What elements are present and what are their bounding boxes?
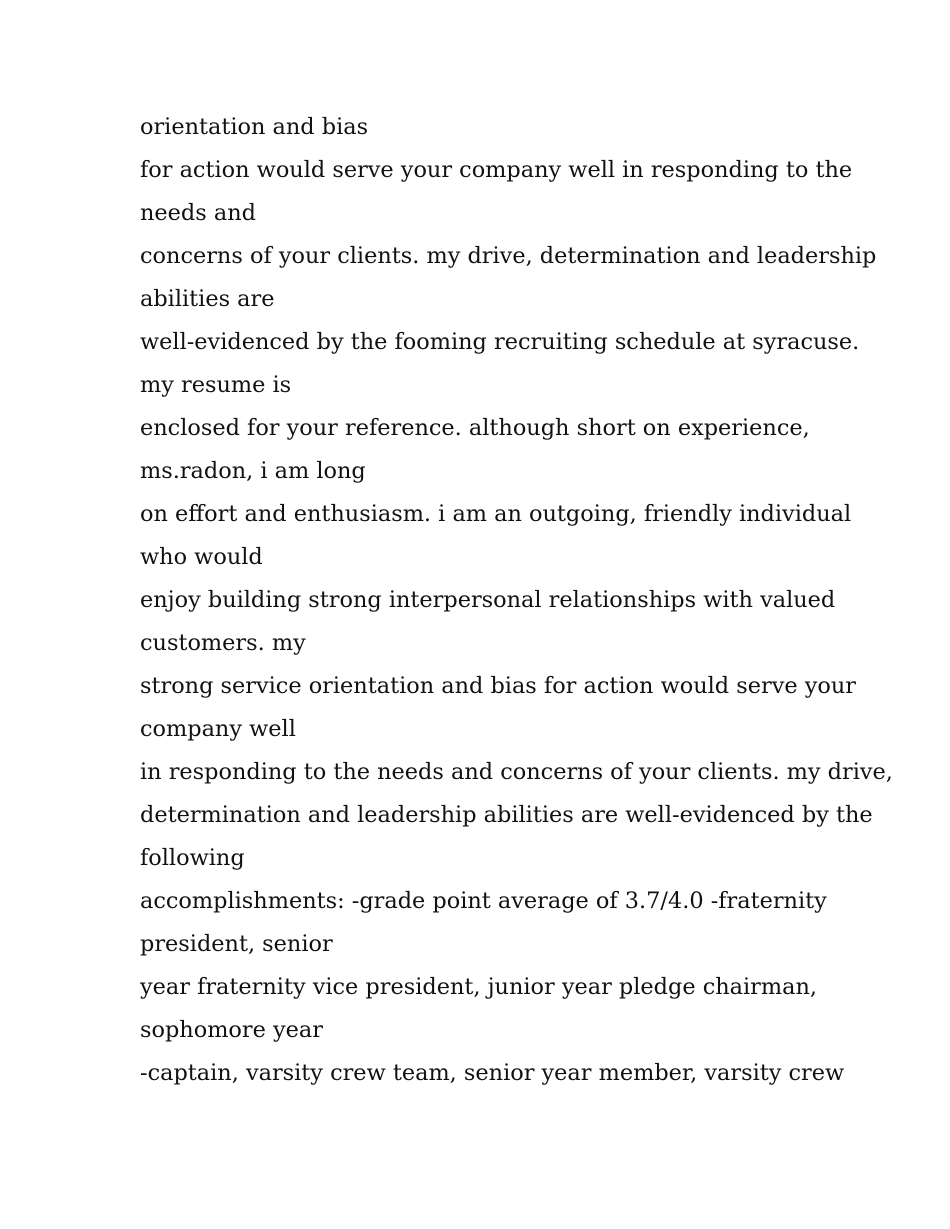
text-line: concerns of your clients. my drive, determination and leadership: [140, 243, 877, 269]
text-line: sophomore year: [140, 1017, 323, 1043]
text-line: -captain, varsity crew team, senior year member, varsity crew: [140, 1060, 845, 1086]
text-line: on effort and enthusiasm. i am an outgoing, friendly individual: [140, 501, 852, 527]
letter-body: [140, 106, 893, 1095]
text-line: enclosed for your reference. although short on experience,: [140, 415, 810, 441]
text-line: abilities are: [140, 286, 275, 312]
text-line: determination and leadership abilities are well-evidenced by the: [140, 802, 873, 828]
text-line: who would: [140, 544, 263, 570]
text-line: my resume is: [140, 372, 292, 398]
text-line: president, senior: [140, 931, 333, 957]
text-line: ms.radon, i am long: [140, 458, 366, 484]
text-line: accomplishments: -grade point average of 3.7/4.0 -fraternity: [140, 888, 827, 914]
text-line: strong service orientation and bias for action would serve your: [140, 673, 856, 699]
text-line: customers. my: [140, 630, 306, 656]
text-line: needs and: [140, 200, 256, 226]
text-line: following: [140, 845, 245, 871]
text-line: enjoy building strong interpersonal relationships with valued: [140, 587, 836, 613]
text-line: orientation and bias: [140, 114, 369, 140]
text-line: for action would serve your company well in responding to the: [140, 157, 853, 183]
text-line: in responding to the needs and concerns of your clients. my drive,: [140, 759, 893, 785]
text-line: well-evidenced by the fooming recruiting schedule at syracuse.: [140, 329, 860, 355]
text-line: year fraternity vice president, junior year pledge chairman,: [140, 974, 817, 1000]
text-line: company well: [140, 716, 296, 742]
